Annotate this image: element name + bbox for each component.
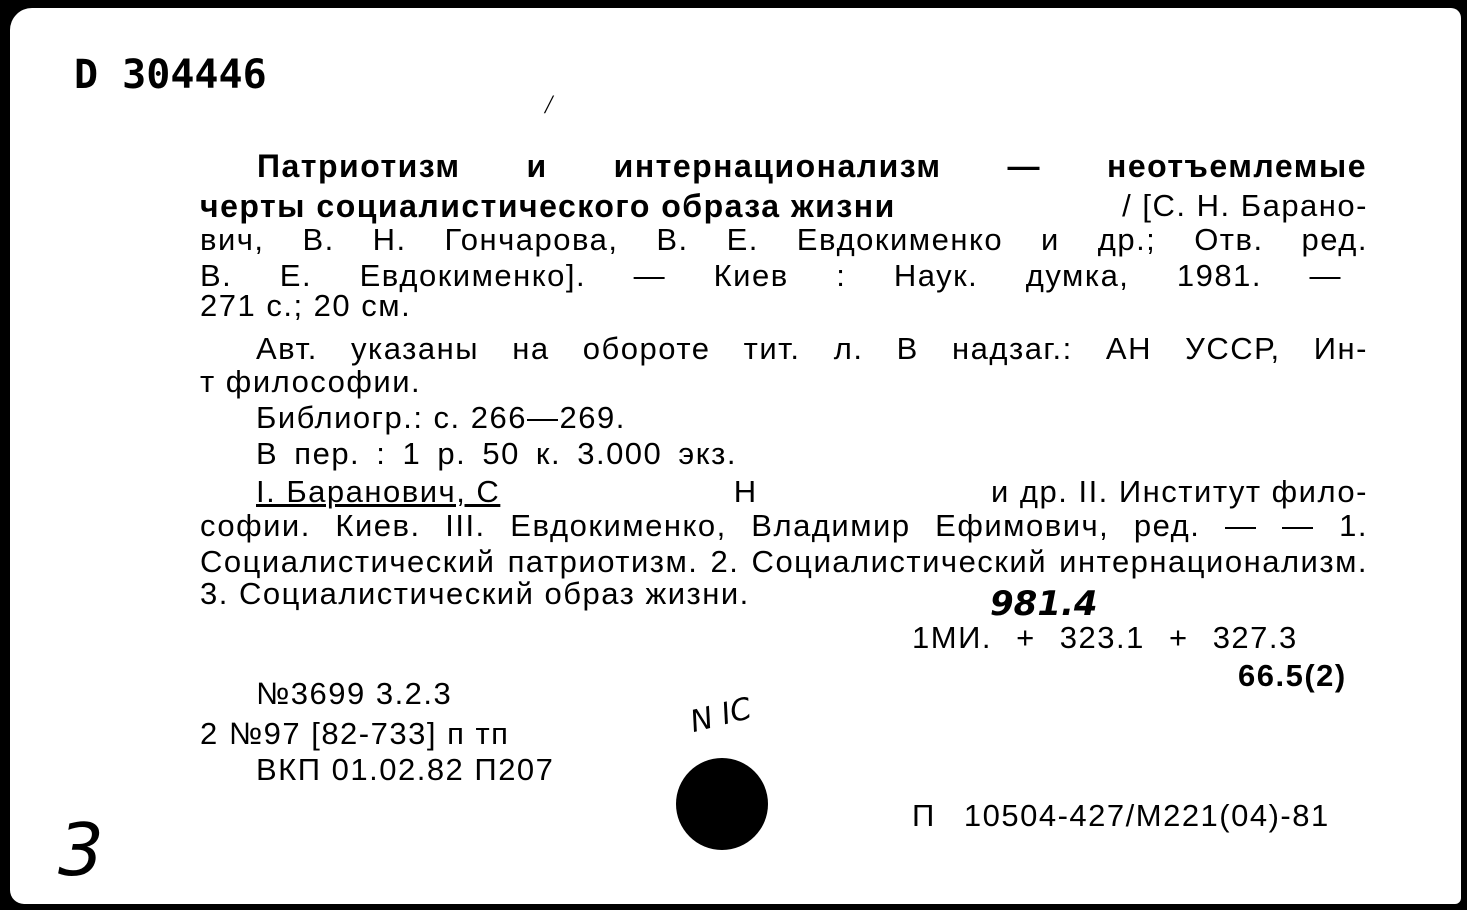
- tracing-line-3: Социалистический патриотизм. 2. Социалистический интернационализм.: [200, 544, 1368, 579]
- inventory-number: D 304446: [74, 52, 267, 98]
- title-line-1: Патриотизм и интернационализм — неотъемлемые: [257, 148, 1367, 184]
- tracing-1b: Н: [733, 474, 758, 509]
- tracing-line-2: софии. Киев. III. Евдокименко, Владимир Ефимович, ред. — — 1.: [200, 508, 1368, 543]
- order-line-1: №3699 3.2.3: [256, 676, 453, 711]
- title-rest-part: / [С. Н. Барано-: [1122, 188, 1368, 223]
- classification-bold: 66.5(2): [1238, 658, 1347, 693]
- handwritten-class: 981.4: [990, 584, 1098, 624]
- order-line-2: 2 №97 [82-733] п тп: [200, 716, 510, 751]
- punch-hole: [676, 758, 768, 850]
- tracing-1a: I. Баранович, С: [256, 474, 501, 509]
- handwritten-corner-number: 3: [58, 808, 104, 892]
- stray-mark: /: [545, 90, 553, 119]
- note-authors-cont: т философии.: [200, 364, 422, 399]
- order-line-3: ВКП 01.02.82 П207: [256, 752, 555, 787]
- title-bold-part: черты социалистического образа жизни: [200, 188, 896, 224]
- title-line-2: [200, 188, 1368, 225]
- note-authors: Авт. указаны на обороте тит. л. В надзаг.: АН УССР, Ин-: [256, 331, 1368, 366]
- handwritten-mark: N IC: [686, 691, 756, 740]
- tracing-line-1: [256, 474, 1368, 510]
- physical-description: 271 с.; 20 см.: [200, 288, 412, 323]
- tracing-line-4: 3. Социалистический образ жизни.: [200, 576, 750, 611]
- publication-line-4: В. Е. Евдокименко]. — Киев : Наук. думка, 1981. —: [200, 258, 1342, 293]
- note-bibliography: Библиогр.: с. 266—269.: [256, 400, 626, 435]
- statement-line-3: вич, В. Н. Гончарова, В. Е. Евдокименко и др.; Отв. ред.: [200, 222, 1368, 257]
- catalog-code: П 10504-427/М221(04)-81: [912, 798, 1330, 833]
- note-price: В пер. : 1 р. 50 к. 3.000 экз.: [256, 436, 737, 471]
- classification: 1МИ. + 323.1 + 327.3: [912, 620, 1298, 655]
- catalog-card: [10, 8, 1461, 904]
- tracing-1c: и др. II. Институт фило-: [990, 474, 1368, 509]
